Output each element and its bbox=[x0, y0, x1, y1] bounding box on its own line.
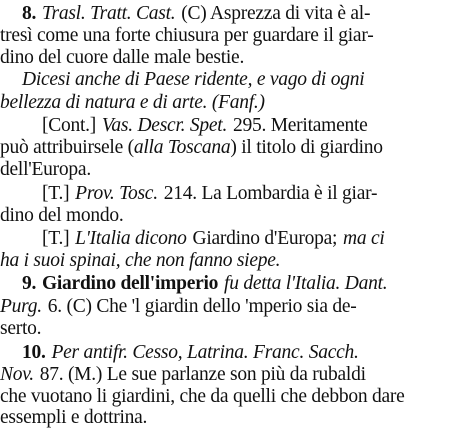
text-line bbox=[0, 158, 470, 181]
gloss-text: Per antifr. Cesso, Latrina. Franc. Sacch. bbox=[51, 342, 359, 363]
editor-tag: [T.] bbox=[42, 183, 70, 204]
editor-tag: [Cont.] bbox=[42, 115, 97, 136]
text-line bbox=[0, 363, 470, 386]
text-line bbox=[42, 114, 470, 137]
text-line bbox=[0, 204, 470, 227]
text-line bbox=[0, 385, 470, 408]
source-citation: Purg. bbox=[0, 296, 42, 317]
definition-text: che vuotano li giardini, che da quelli che debbon dare bbox=[0, 386, 405, 407]
text-line bbox=[22, 272, 470, 295]
source-citation: Prov. Tosc. bbox=[75, 183, 158, 204]
sense-number: 9. bbox=[22, 273, 37, 294]
gloss-text: ma ci bbox=[343, 228, 385, 249]
definition-text: 214. La Lombardia è il giar- bbox=[163, 183, 378, 204]
text-line bbox=[0, 46, 470, 69]
text-line bbox=[0, 136, 470, 159]
sense-number: 10. bbox=[22, 342, 46, 363]
definition-text: 6. (C) Che 'l giardin dello 'mperio sia de- bbox=[47, 296, 357, 317]
definition-text: dino del cuore dalle male bestie. bbox=[0, 47, 245, 68]
text-line bbox=[0, 406, 470, 429]
source-citation: Vas. Descr. Spet. bbox=[101, 115, 228, 136]
gloss-text: alla Toscana bbox=[133, 137, 231, 158]
definition-text: ) il titolo di giardino bbox=[230, 137, 383, 158]
text-line bbox=[0, 24, 470, 47]
source-citation: Trasl. Tratt. Cast. bbox=[41, 3, 176, 24]
text-line bbox=[42, 227, 470, 250]
definition-text: essempli e dottrina. bbox=[0, 407, 148, 428]
text-line bbox=[0, 317, 470, 340]
definition-text: Dicesi anche di Paese ridente, e vago di ogni bbox=[22, 69, 365, 90]
gloss-text: fu detta l'Italia. Dant. bbox=[224, 273, 388, 294]
definition-text: dell'Europa. bbox=[0, 159, 91, 180]
definition-text: può attribuirsele ( bbox=[0, 137, 134, 158]
definition-text: serto. bbox=[0, 318, 42, 339]
definition-text: bellezza di natura e di arte. (Fanf.) bbox=[0, 92, 265, 113]
definition-text: 295. Meritamente bbox=[232, 115, 368, 136]
definition-text: dino del mondo. bbox=[0, 205, 124, 226]
gloss-text: ha i suoi spinai, che non fanno siepe. bbox=[0, 250, 281, 271]
text-line bbox=[42, 182, 470, 205]
definition-text: tresì come una forte chiusura per guardare il giar- bbox=[0, 25, 374, 46]
text-line bbox=[22, 2, 470, 25]
source-citation: Nov. bbox=[0, 364, 34, 385]
editor-tag: [T.] bbox=[42, 228, 70, 249]
text-line bbox=[22, 341, 470, 364]
definition-text: (C) Asprezza di vita è al- bbox=[181, 3, 371, 24]
definition-text: 87. (M.) Le sue parlanze son più da rubaldi bbox=[39, 364, 366, 385]
definition-text: Giardino d'Europa; bbox=[192, 228, 338, 249]
headword-phrase: Giardino dell'imperio bbox=[41, 273, 219, 294]
text-line bbox=[0, 249, 470, 272]
gloss-text: L'Italia dicono bbox=[75, 228, 187, 249]
text-line bbox=[0, 91, 470, 114]
text-line bbox=[0, 295, 470, 318]
sense-number: 8. bbox=[22, 3, 37, 24]
text-line bbox=[22, 68, 470, 91]
